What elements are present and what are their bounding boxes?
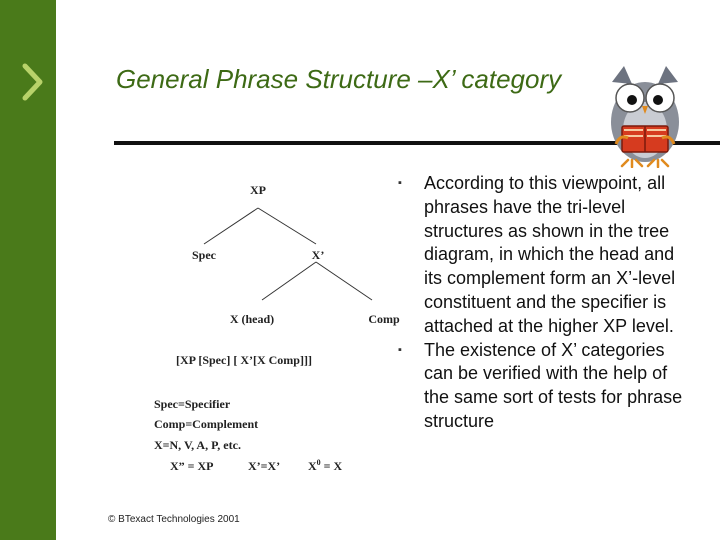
node-spec: Spec	[192, 248, 216, 262]
square-bullet-icon: ▪	[398, 343, 402, 356]
bullet-item	[396, 339, 696, 434]
tree-edge	[262, 262, 316, 300]
chevron-right-icon	[20, 62, 46, 102]
tree-edge	[258, 208, 316, 244]
equality-xp: X” = XP	[170, 459, 214, 473]
tree-edge	[204, 208, 258, 244]
owl-reading-icon	[598, 60, 692, 168]
tree-edge	[316, 262, 372, 300]
bracket-notation: [XP [Spec] [ X’[X Comp]]]	[176, 353, 312, 367]
legend-categories: X=N, V, A, P, etc.	[154, 438, 241, 452]
legend-comp: Comp=Complement	[154, 417, 259, 431]
node-x-bar: X’	[311, 248, 325, 262]
bullet-text: The existence of X’ categories can be verified with the help of the same sort of tests for phrase structure	[424, 339, 683, 431]
square-bullet-icon: ▪	[398, 177, 402, 189]
equality-xbar: X’=X’	[248, 459, 281, 473]
bullet-item	[396, 172, 696, 339]
bullet-list	[396, 172, 696, 434]
x-bar-tree-diagram	[140, 172, 420, 482]
legend-spec: Spec=Specifier	[154, 397, 231, 411]
bullet-text: According to this viewpoint, all phrases have the tri-level structures as shown in the tree diagram, in which the head and its complement form an X’-level constituent and the specifier is attached at the higher XP level.	[424, 173, 676, 336]
node-comp: Comp	[368, 312, 400, 326]
content-panel-corner	[56, 0, 76, 540]
equality-x0: $X^0 = X$	[308, 458, 343, 473]
node-xp: XP	[250, 183, 266, 197]
slide-title: General Phrase Structure –X’ category	[116, 64, 562, 94]
copyright-footer: © BTexact Technologies 2001	[108, 514, 240, 525]
node-head: X (head)	[229, 312, 275, 326]
